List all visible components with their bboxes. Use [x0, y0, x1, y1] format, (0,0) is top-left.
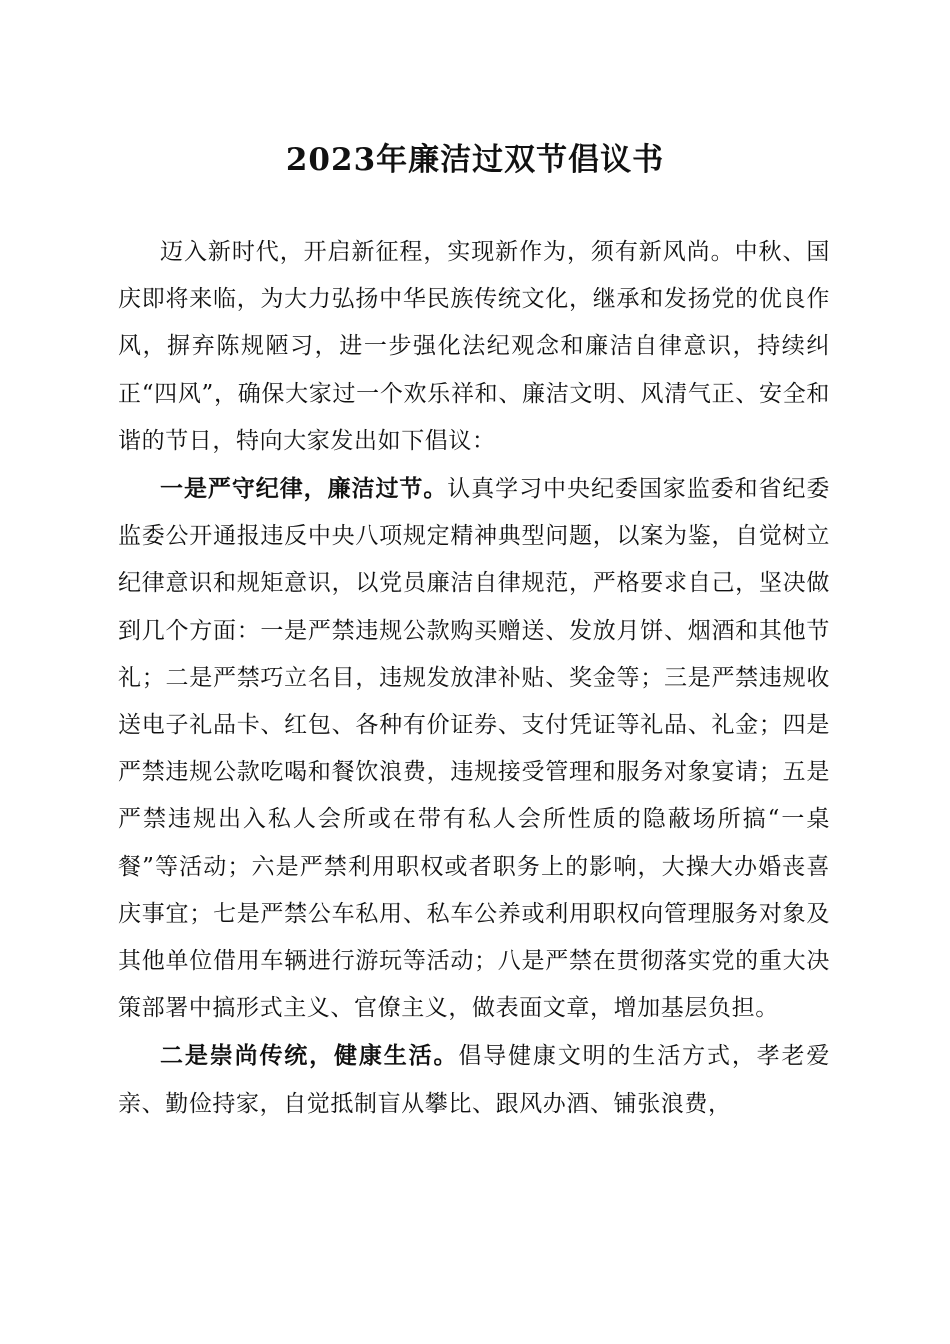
paragraph-text: 认真学习中央纪委国家监委和省纪委监委公开通报违反中央八项规定精神典型问题，以案为鉴，自觉树立纪律意识和规矩意识，以党员廉洁自律规范，严格要求自己，坚决做到几个方面：一是严禁违规公款购买赠送、发放月饼、烟酒和其他节礼；二是严禁巧立名目，违规发放津补贴、奖金等；三是严禁违规收送电子礼品卡、红包、各种有价证券、支付凭证等礼品、礼金；四是严禁违规公款吃喝和餐饮浪费，违规接受管理和服务对象宴请；五是严禁违规出入私人会所或在带有私人会所性质的隐蔽场所搞“一桌餐”等活动；六是严禁利用职权或者职务上的影响，大操大办婚丧喜庆事宜；七是严禁公车私用、私车公养或利用职权向管理服务对象及其他单位借用车辆进行游玩等活动；八是严禁在贯彻落实党的重大决策部署中搞形式主义、官僚主义，做表面文章，增加基层负担。 [118, 476, 831, 1022]
paragraph-lead: 一是严守纪律，廉洁过节。 [160, 475, 448, 503]
paragraph-intro [118, 228, 830, 465]
document-body [118, 228, 830, 1128]
paragraph-text: 倡导健康文明的生活方式，孝老爱亲、勤俭持家，自觉抵制盲从攀比、跟风办酒、铺张浪费， [118, 1043, 831, 1117]
paragraph-point-one [118, 465, 830, 1032]
paragraph-lead: 二是崇尚传统，健康生活。 [160, 1042, 459, 1070]
paragraph-text: 迈入新时代，开启新征程，实现新作为，须有新风尚。中秋、国庆即将来临，为大力弘扬中华民族传统文化，继承和发扬党的优良作风，摒弃陈规陋习，进一步强化法纪观念和廉洁自律意识，持续纠正“四风”，确保大家过一个欢乐祥和、廉洁文明、风清气正、安全和谐的节日，特向大家发出如下倡议： [118, 239, 830, 454]
document-title: 2023年廉洁过双节倡议书 [285, 142, 665, 178]
paragraph-point-two [118, 1032, 830, 1127]
